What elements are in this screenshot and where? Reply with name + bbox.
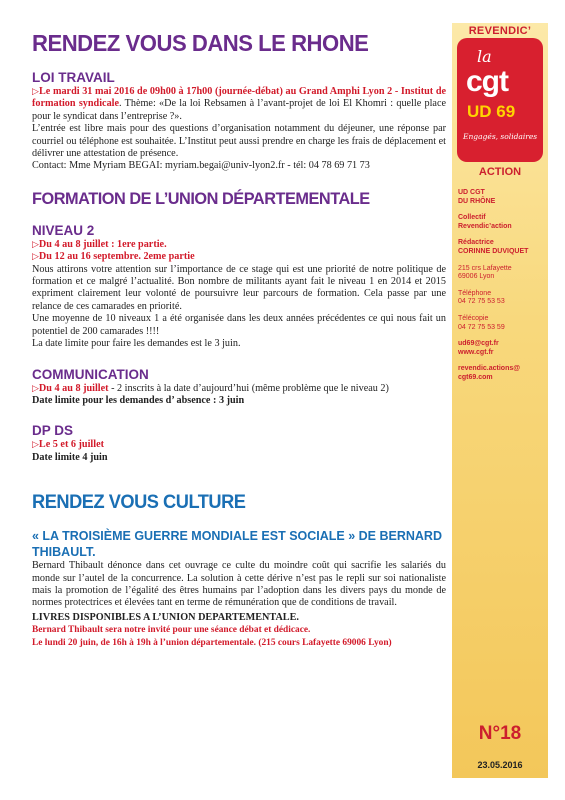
arrow-icon: ▷ (32, 239, 39, 250)
sidebar-action: ACTION (478, 166, 522, 178)
cgt-logo (457, 38, 543, 162)
culture-available: LIVRES DISPONIBLES A L’UNION DEPARTEMENTALE. (32, 611, 299, 623)
main-content (32, 30, 446, 649)
loi-body: L’entrée est libre mais pour des questions d’organisation notamment du déjeuner, une réponse par courriel ou téléphone est souhaitée. L’Institut peut aussi prendre en charge les frais de déplacement et délivrer une attestation de présence. (32, 123, 446, 160)
dpds-dates: ▷Le 5 et 6 juillet (32, 439, 104, 451)
dpds-deadline: Date limite 4 juin (32, 451, 108, 463)
logo-ud: UD 69 (467, 102, 516, 121)
arrow-icon: ▷ (32, 87, 40, 97)
arrow-icon: ▷ (32, 383, 39, 394)
formation-title: FORMATION DE L’UNION DÉPARTEMENTALE (32, 188, 370, 208)
niveau2-part1: ▷Du 4 au 8 juillet : 1ere partie. (32, 238, 167, 250)
loi-date-line: ▷Le mardi 31 mai 2016 de 09h00 à 17h00 (journée-débat) au Grand Amphi Lyon 2 (32, 86, 393, 97)
sidebar-header: REVENDIC’ (468, 25, 532, 37)
loi-institute: - Institut de formation syndicale (32, 86, 447, 110)
revendic-email-link[interactable]: revendic.actions@ (458, 365, 521, 373)
niveau2-body2: Une moyenne de 10 niveaux 1 a été organisée dans les deux années précédentes ce qui nous fait un potentiel de 200 camarades !!!! (32, 313, 446, 337)
loi-travail-text (32, 86, 446, 123)
loi-theme: . Thème: «De la loi Rebsamen à l’avant-projet de loi El Khomri : quelle place pour le syndicat dans l’entreprise ?». (32, 98, 447, 122)
culture-when: Le lundi 20 juin, de 16h à 19h à l’union départementale. (215 cours Lafayette 69006 Lyon) (32, 637, 392, 648)
web-link[interactable]: www.cgt.fr (458, 348, 494, 356)
sidebar-info: UD CGT DU RHÔNE Collectif Revendic’action Rédactrice CORINNE DUVIQUET 215 crs Lafayette 69006 Lyon Téléphone 04 72 75 53 53 Télécopie 04 72 75 53 59 ud69@cgt.fr www.cgt.fr revendic.actions@ cgt69.com (458, 189, 546, 383)
niveau2-deadline: La date limite pour faire les demandes est le 3 juin. (32, 338, 241, 350)
logo-cgt: cgt (466, 65, 508, 98)
loi-travail-heading: LOI TRAVAIL (32, 70, 115, 85)
culture-book-title: « LA TROISIÈME GUERRE MONDIALE EST SOCIALE » DE BERNARD THIBAULT. (32, 529, 442, 560)
arrow-icon: ▷ (32, 440, 39, 451)
communication-dates: ▷Du 4 au 8 juillet - 2 inscrits à la date d’aujourd’hui (même problème que le niveau 2) (32, 382, 389, 394)
niveau2-part2: ▷Du 12 au 16 septembre. 2eme partie (32, 251, 195, 263)
communication-deadline: Date limite pour les demandes d’ absence : 3 juin (32, 394, 245, 406)
dpds-heading: DP DS (32, 423, 74, 439)
niveau2-heading: NIVEAU 2 (32, 222, 95, 238)
arrow-icon: ▷ (32, 252, 39, 263)
sidebar (452, 23, 548, 778)
logo-tagline: Engagés, solidaires (463, 132, 538, 141)
niveau2-body1: Nous attirons votre attention sur l’importance de ce stage qui est une priorité de notre politique de formation et ce malgré l’actualité. Bon nombre de militants ayant fait le niveau 1 en 2014 et 2015 expriment clairement leur volonté de poursuivre leur parcours de formation. Cela passe par une relance de ces camarades en priorité. (32, 263, 446, 312)
issue-date: 23.05.2016 (477, 760, 523, 770)
loi-contact: Contact: Mme Myriam BEGAI: myriam.begai@univ-lyon2.fr - tél: 04 78 69 71 73 (32, 160, 370, 172)
culture-guest: Bernard Thibault sera notre invité pour une séance débat et dédicace. (32, 625, 311, 636)
logo-la: la (477, 47, 492, 66)
culture-body: Bernard Thibault dénonce dans cet ouvrage ce culte du moindre coût qui sacrifie les salariés du monde sur l’autel de la concurrence. La solution à cette dérive n’est pas le repli sur soi nationaliste mais la promotion de l’égalité des êtres humains par l’adoption dans les divers pays du monde de normes protectrices et élevées tant en terme de rémunération que de conditions de travail. (32, 560, 446, 609)
culture-title: RENDEZ VOUS CULTURE (32, 492, 246, 514)
page-title: RENDEZ VOUS DANS LE RHONE (32, 30, 369, 56)
email-link[interactable]: ud69@cgt.fr (458, 340, 499, 348)
communication-heading: COMMUNICATION (32, 366, 149, 382)
issue-number: N°18 (478, 723, 522, 744)
